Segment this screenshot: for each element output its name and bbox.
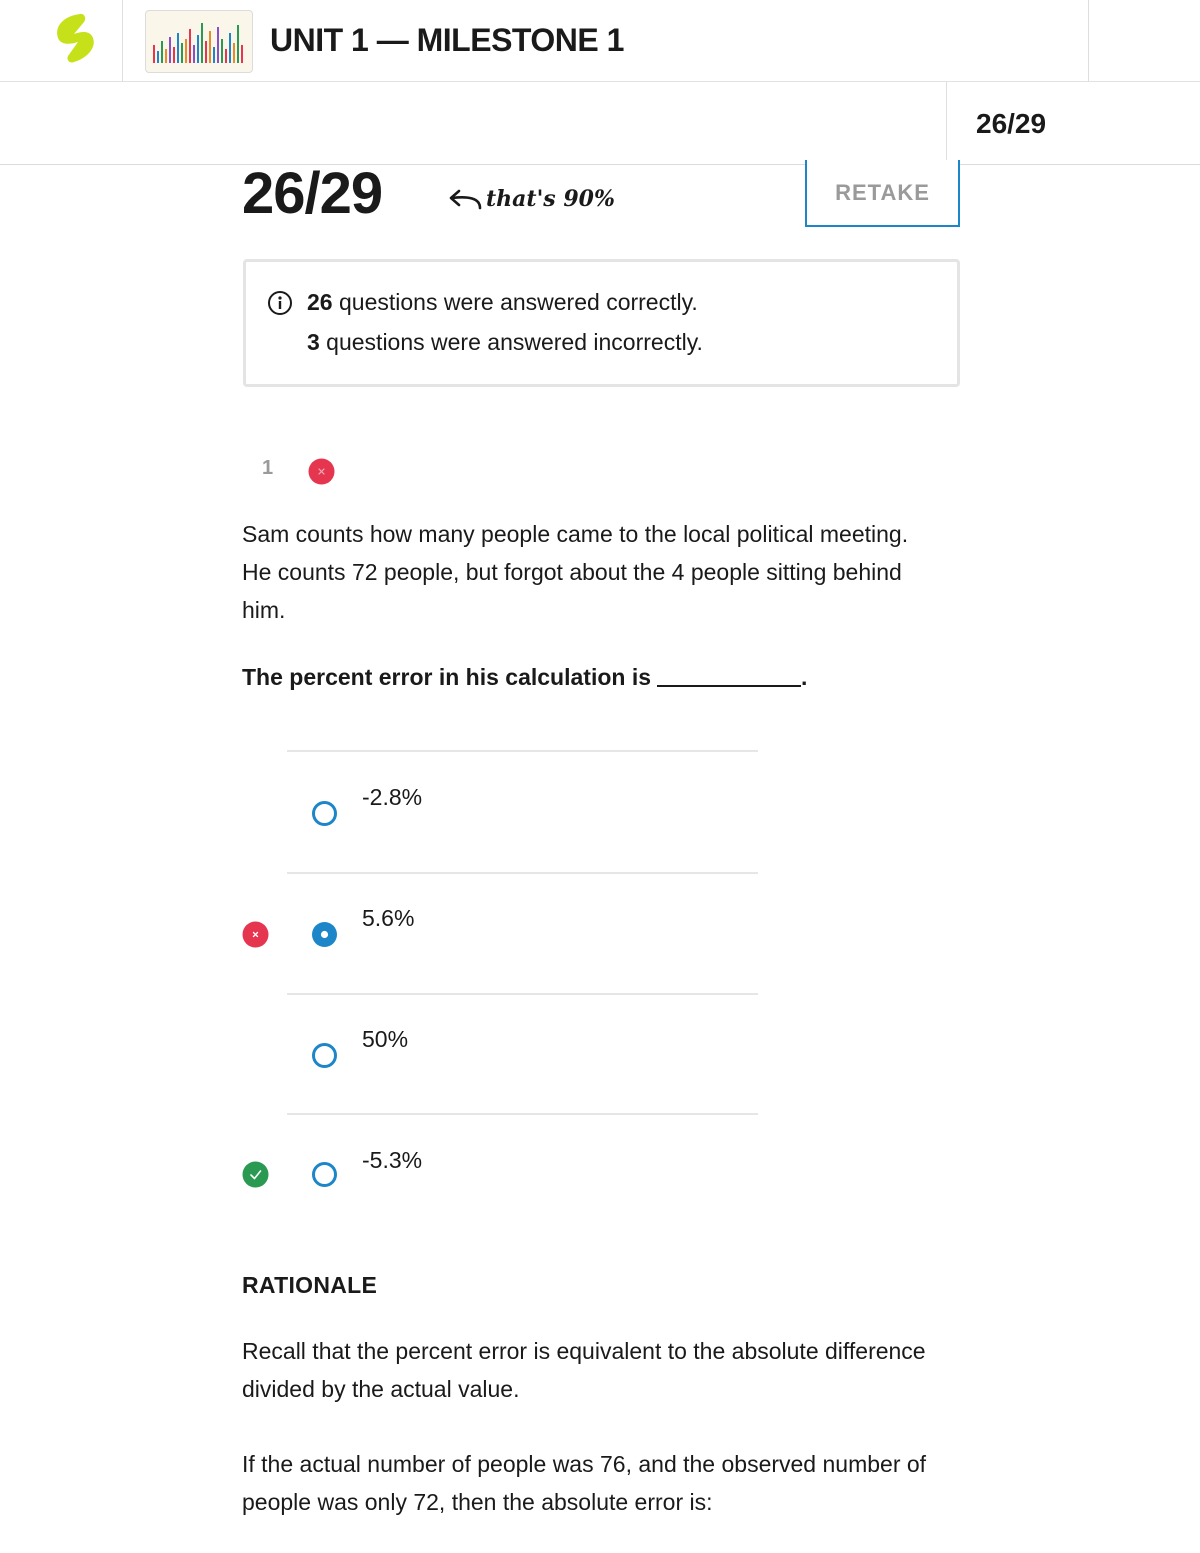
score-value: 26/29 [242,161,383,226]
header-divider [0,81,1200,82]
question-prompt-text: The percent error in his calculation is [242,664,652,690]
option-label: -5.3% [362,1147,423,1173]
results-summary-box [243,259,960,387]
correct-marker-icon [242,1161,269,1188]
subheader-divider [0,164,1200,165]
option-label: -2.8% [362,784,423,810]
answer-option[interactable] [287,1115,758,1225]
course-thumbnail[interactable] [145,10,253,73]
answer-option[interactable] [287,995,758,1113]
incorrect-summary-text: questions were answered incorrectly. [319,329,703,355]
question-text: Sam counts how many people came to the local political meeting. He counts 72 people, but forgot about the 4 people sitting behind him. [242,521,909,623]
info-icon [267,290,293,316]
radio-unselected-icon[interactable] [311,1042,338,1069]
incorrect-summary [307,329,703,356]
incorrect-marker-icon [242,921,269,948]
correct-summary [307,289,698,316]
correct-count: 26 [307,289,333,315]
question-prompt-end: . [801,664,808,690]
header-score: 26/29 [976,108,1047,139]
option-label: 50% [362,1026,409,1052]
rationale-heading: RATIONALE [242,1272,378,1298]
header-separator [946,82,947,164]
bar-chart-icon [146,11,252,72]
header-separator [122,0,123,82]
retake-button[interactable]: RETAKE [805,160,960,227]
rationale-paragraph: If the actual number of people was 76, and the observed number of people was only 72, then the absolute error is: [242,1451,927,1515]
incorrect-count: 3 [307,329,320,355]
radio-selected-icon[interactable] [311,921,338,948]
score-percent-note: that's 90% [486,186,615,212]
correct-summary-text: questions were answered correctly. [332,289,698,315]
score-note [446,186,615,212]
header-separator [1088,0,1089,82]
answer-option[interactable] [287,752,758,872]
incorrect-status-icon [308,458,335,485]
radio-unselected-icon[interactable] [311,1161,338,1188]
question-prompt [242,664,807,691]
radio-unselected-icon[interactable] [311,800,338,827]
curved-arrow-left-icon [446,186,482,212]
answer-option[interactable] [287,874,758,993]
answer-blank [657,685,801,687]
question-number: 1 [262,457,274,479]
rationale-paragraph: Recall that the percent error is equivalent to the absolute difference divided by the actual value. [242,1338,926,1402]
option-label: 5.6% [362,905,415,931]
sophia-logo-icon[interactable] [50,12,102,72]
course-title: UNIT 1 — MILESTONE 1 [270,22,624,58]
